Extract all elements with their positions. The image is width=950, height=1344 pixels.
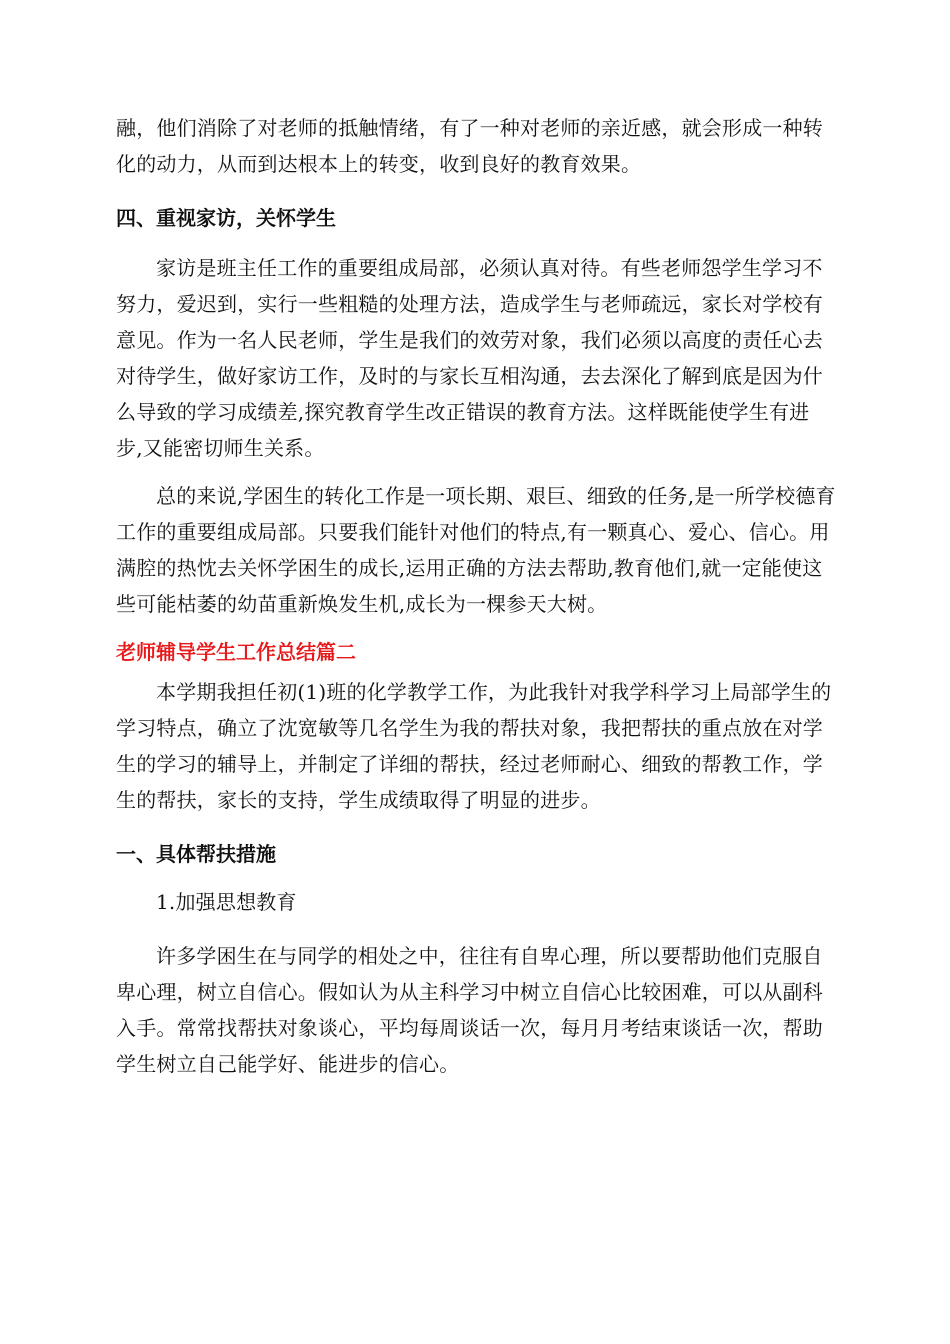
document-body bbox=[116, 110, 836, 1082]
paragraph-continuation: 融，他们消除了对老师的抵触情绪，有了一种对老师的亲近感，就会形成一种转化的动力，从而到达根本上的转变，收到良好的教育效果。 bbox=[116, 116, 823, 176]
section-heading-one: 一、具体帮扶措施 bbox=[116, 842, 276, 866]
paragraph-home-visit: 家访是班主任工作的重要组成局部，必须认真对待。有些老师怨学生学习不努力，爱迟到，实行一些粗糙的处理方法，造成学生与老师疏远，家长对学校有意见。作为一名人民老师，学生是我们的效劳对象，我们必须以高度的责任心去对待学生，做好家访工作，及时的与家长互相沟通，去去深化了解到底是因为什么导致的学习成绩差,探究教育学生改正错误的教育方法。这样既能使学生有进步,又能密切师生关系。 bbox=[116, 256, 823, 460]
paragraph-intro: 本学期我担任初(1)班的化学教学工作，为此我针对我学科学习上局部学生的学习特点，确立了沈宽敏等几名学生为我的帮扶对象，我把帮扶的重点放在对学生的学习的辅导上，并制定了详细的帮扶，经过老师耐心、细致的帮教工作，学生的帮扶，家长的支持，学生成绩取得了明显的进步。 bbox=[116, 680, 832, 812]
paragraph-summary: 总的来说,学困生的转化工作是一项长期、艰巨、细致的任务,是一所学校德育工作的重要组成局部。只要我们能针对他们的特点,有一颗真心、爱心、信心。用满腔的热忱去关怀学困生的成长,运用正确的方法去帮助,教育他们,就一定能使这些可能枯萎的幼苗重新焕发生机,成长为一棵参天大树。 bbox=[116, 484, 836, 616]
list-item-1: 1.加强思想教育 bbox=[156, 890, 297, 914]
article-title-part-two: 老师辅导学生工作总结篇二 bbox=[116, 640, 356, 664]
paragraph-thought-education: 许多学困生在与同学的相处之中，往往有自卑心理，所以要帮助他们克服自卑心理，树立自信心。假如认为从主科学习中树立自信心比较困难，可以从副科入手。常常找帮扶对象谈心，平均每周谈话一次，每月月考结束谈话一次，帮助学生树立自己能学好、能进步的信心。 bbox=[116, 944, 823, 1076]
section-heading-four: 四、重视家访，关怀学生 bbox=[116, 206, 336, 230]
